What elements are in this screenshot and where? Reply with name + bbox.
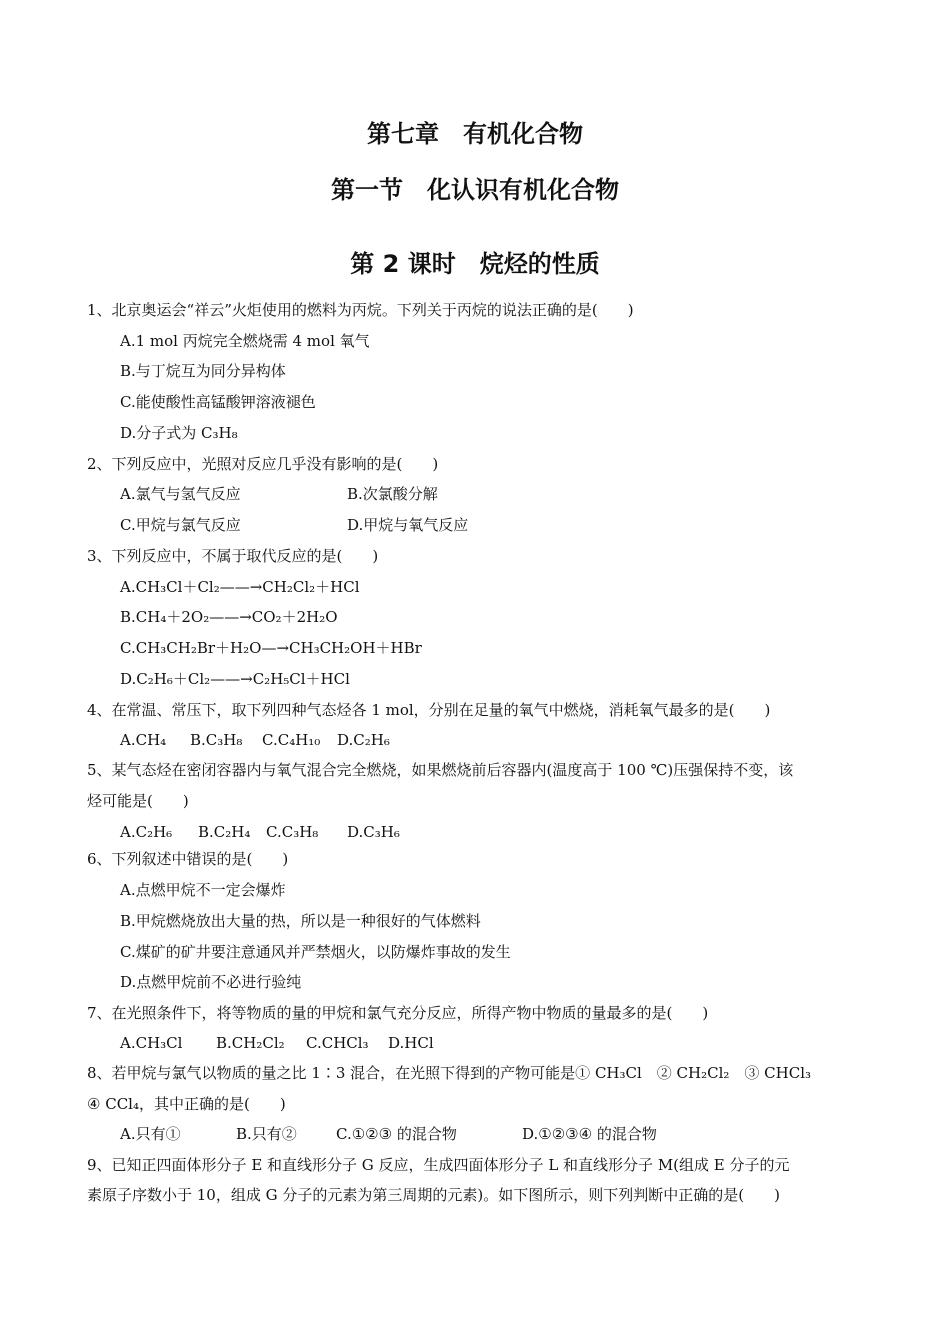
question-6-stem: 6、下列叙述中错误的是( ) (87, 850, 289, 868)
question-5-option-c: C.C₃H₈ (266, 823, 319, 841)
question-8-option-c: C.①②③ 的混合物 (336, 1125, 457, 1143)
question-1-option-c: C.能使酸性高锰酸钾溶液褪色 (120, 393, 316, 411)
question-3-option-d: D.C₂H₆＋Cl₂——→C₂H₅Cl＋HCl (120, 670, 350, 688)
question-7-option-a: A.CH₃Cl (120, 1034, 183, 1052)
question-4-stem: 4、在常温、常压下，取下列四种气态烃各 1 mol，分别在足量的氧气中燃烧，消耗氧气最多的是( ) (87, 701, 771, 719)
question-5-option-a: A.C₂H₆ (120, 823, 173, 841)
question-1-stem: 1、北京奥运会“祥云”火炬使用的燃料为丙烷。下列关于丙烷的说法正确的是( ) (87, 301, 634, 319)
question-2-option-a: A.氯气与氢气反应 (120, 485, 241, 503)
question-3-option-b: B.CH₄＋2O₂——→CO₂＋2H₂O (120, 608, 338, 626)
question-7-option-d: D.HCl (388, 1034, 434, 1052)
question-1-option-a: A.1 mol 丙烷完全燃烧需 4 mol 氧气 (120, 332, 370, 350)
question-4-option-c: C.C₄H₁₀ (262, 731, 321, 749)
question-2-option-c: C.甲烷与氯气反应 (120, 516, 241, 534)
question-4-option-b: B.C₃H₈ (190, 731, 243, 749)
question-6-option-a: A.点燃甲烷不一定会爆炸 (120, 881, 286, 899)
question-3-option-c: C.CH₃CH₂Br＋H₂O—→CH₃CH₂OH＋HBr (120, 639, 422, 657)
section-title: 第一节 化认识有机化合物 (331, 176, 619, 204)
question-5-stem-line2: 烃可能是( ) (87, 792, 189, 810)
question-2-stem: 2、下列反应中，光照对反应几乎没有影响的是( ) (87, 455, 439, 473)
question-7-option-b: B.CH₂Cl₂ (216, 1034, 285, 1052)
question-8-stem-line1: 8、若甲烷与氯气以物质的量之比 1∶3 混合，在光照下得到的产物可能是① CH₃Cl ② CH₂Cl₂ ③ CHCl₃ (87, 1064, 812, 1082)
question-5-option-b: B.C₂H₄ (198, 823, 251, 841)
question-2-option-b: B.次氯酸分解 (347, 485, 438, 503)
chapter-title: 第七章 有机化合物 (367, 120, 583, 148)
question-5-stem-line1: 5、某气态烃在密闭容器内与氧气混合完全燃烧，如果燃烧前后容器内(温度高于 100 ℃)压强保持不变，该 (87, 761, 794, 779)
question-8-option-a: A.只有① (120, 1125, 181, 1143)
question-7-option-c: C.CHCl₃ (306, 1034, 369, 1052)
question-8-option-b: B.只有② (236, 1125, 297, 1143)
question-8-stem-line2: ④ CCl₄，其中正确的是( ) (87, 1095, 286, 1113)
lesson-title: 第 2 课时 烷烃的性质 (350, 250, 600, 278)
question-1-option-b: B.与丁烷互为同分异构体 (120, 362, 286, 380)
question-8-option-d: D.①②③④ 的混合物 (522, 1125, 657, 1143)
question-6-option-c: C.煤矿的矿井要注意通风并严禁烟火，以防爆炸事故的发生 (120, 943, 511, 961)
question-9-stem-line1: 9、已知正四面体形分子 E 和直线形分子 G 反应，生成四面体形分子 L 和直线形分子 M(组成 E 分子的元 (87, 1156, 790, 1174)
question-5-option-d: D.C₃H₆ (347, 823, 400, 841)
question-4-option-d: D.C₂H₆ (337, 731, 390, 749)
question-3-stem: 3、下列反应中，不属于取代反应的是( ) (87, 547, 379, 565)
question-4-option-a: A.CH₄ (120, 731, 167, 749)
question-7-stem: 7、在光照条件下，将等物质的量的甲烷和氯气充分反应，所得产物中物质的量最多的是( ) (87, 1004, 709, 1022)
question-3-option-a: A.CH₃Cl＋Cl₂——→CH₂Cl₂＋HCl (120, 578, 360, 596)
question-1-option-d: D.分子式为 C₃H₈ (120, 424, 238, 442)
question-6-option-d: D.点燃甲烷前不必进行验纯 (120, 973, 302, 991)
question-2-option-d: D.甲烷与氧气反应 (347, 516, 469, 534)
question-6-option-b: B.甲烷燃烧放出大量的热，所以是一种很好的气体燃料 (120, 912, 481, 930)
question-9-stem-line2: 素原子序数小于 10，组成 G 分子的元素为第三周期的元素)。如下图所示，则下列判断中正确的是( ) (87, 1186, 780, 1204)
